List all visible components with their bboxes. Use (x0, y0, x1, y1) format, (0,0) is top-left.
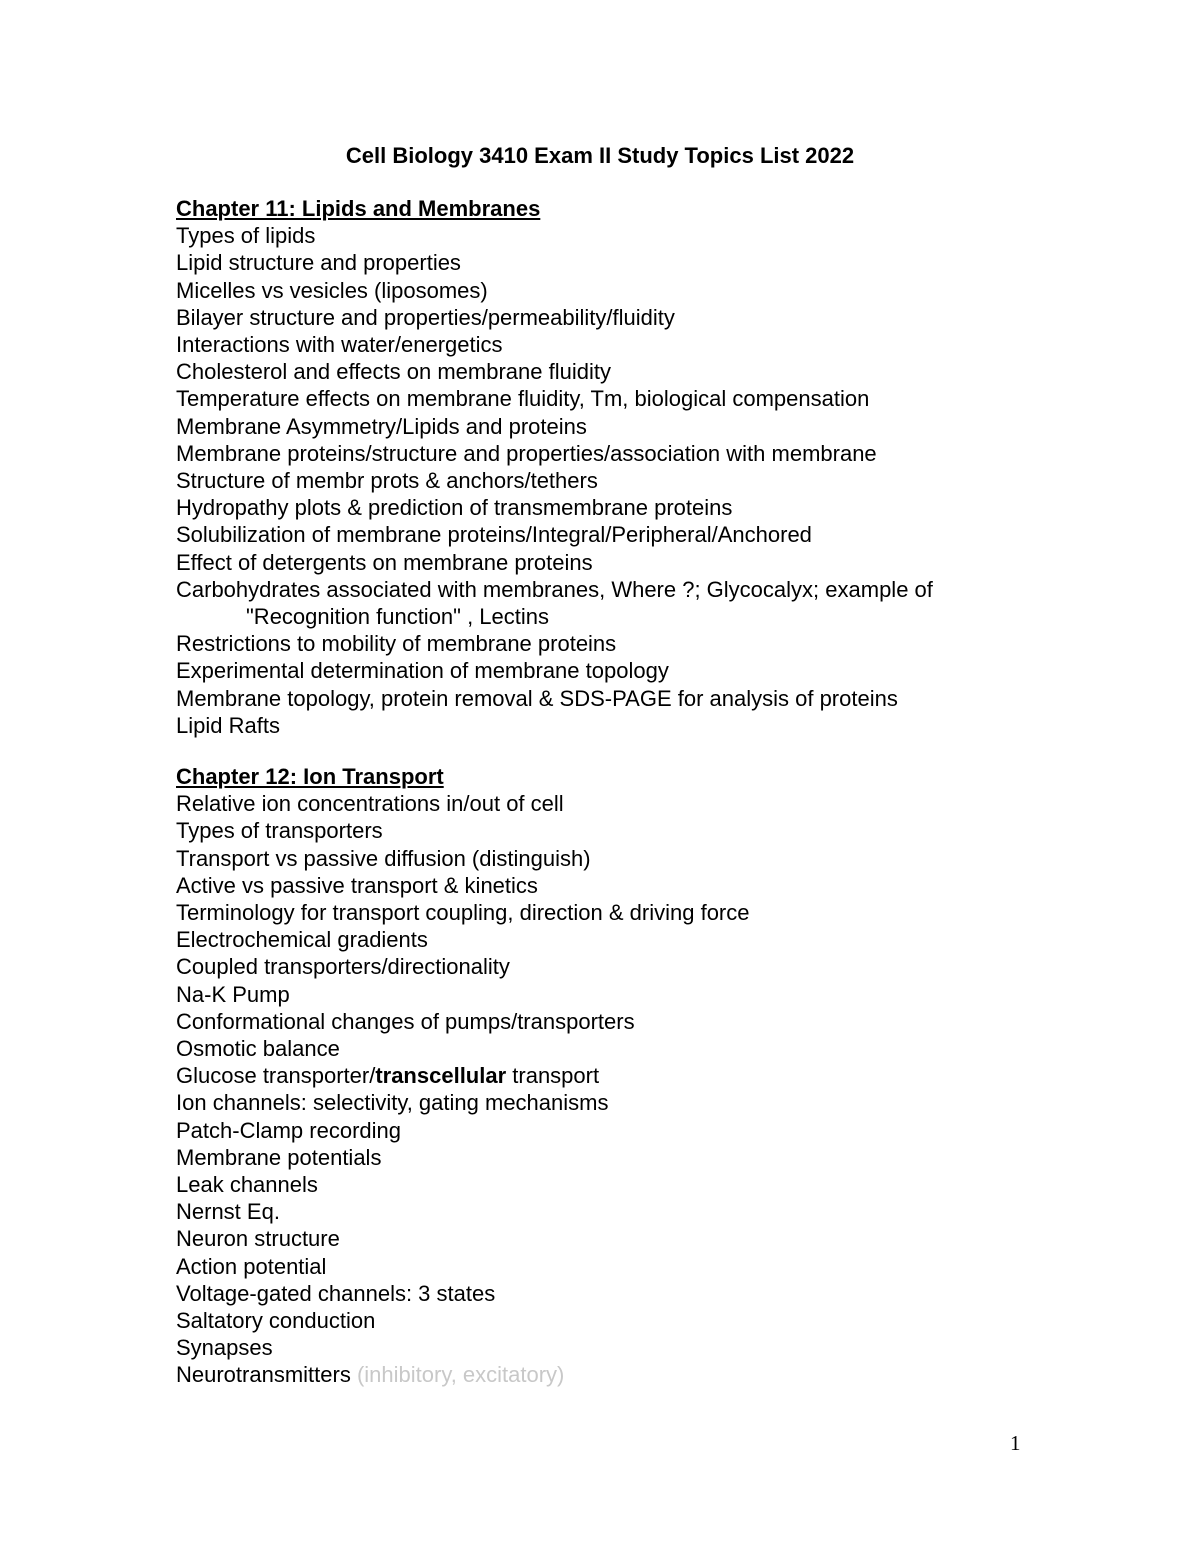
topic-item: Membrane proteins/structure and properties/association with membrane (176, 440, 877, 466)
topic-item: Effect of detergents on membrane proteins (176, 549, 593, 575)
topic-item: Leak channels (176, 1172, 318, 1198)
topic-item-glucose-transporter (176, 1062, 1076, 1089)
chapter-11-section (176, 195, 1076, 739)
topic-item: Experimental determination of membrane topology (176, 658, 669, 684)
topic-item: Lipid structure and properties (176, 250, 461, 276)
topic-item-neurotransmitters (176, 1361, 1076, 1388)
topic-item: Voltage-gated channels: 3 states (176, 1280, 496, 1306)
topic-faded-note: (inhibitory, excitatory) (356, 1362, 565, 1388)
topic-item: Active vs passive transport & kinetics (176, 872, 538, 898)
topic-item: Cholesterol and effects on membrane fluidity (176, 359, 611, 385)
topic-item: Osmotic balance (176, 1036, 340, 1062)
chapter-12-topic-list (176, 790, 1076, 1388)
topic-item: Neuron structure (176, 1226, 340, 1252)
chapter-11-topic-list (176, 222, 1076, 739)
topic-item: Restrictions to mobility of membrane proteins (176, 631, 617, 657)
topic-item: Solubilization of membrane proteins/Integral/Peripheral/Anchored (176, 522, 812, 548)
topic-item: Patch-Clamp recording (176, 1117, 401, 1143)
topic-item: Synapses (176, 1335, 273, 1361)
page-number: 1 (1010, 1431, 1021, 1455)
topic-item: Conformational changes of pumps/transporters (176, 1008, 635, 1034)
topic-emphasis: transcellular (375, 1063, 507, 1089)
topic-item: Membrane topology, protein removal & SDS-PAGE for analysis of proteins (176, 685, 898, 711)
topic-item: Structure of membr prots & anchors/tethers (176, 468, 598, 494)
topic-text: transport (506, 1063, 600, 1089)
topic-item: Lipid Rafts (176, 712, 280, 738)
topic-item: Types of transporters (176, 818, 383, 844)
topic-item: Electrochemical gradients (176, 927, 428, 953)
topic-text: Neurotransmitters (176, 1362, 357, 1388)
topic-text: Glucose transporter/ (176, 1063, 376, 1089)
topic-item: Relative ion concentrations in/out of cell (176, 791, 564, 817)
topic-item: Nernst Eq. (176, 1199, 280, 1225)
topic-text: Carbohydrates associated with membranes, Where ?; Glycocalyx; example of (176, 576, 933, 602)
chapter-11-heading: Chapter 11: Lipids and Membranes (176, 196, 541, 221)
document-title: Cell Biology 3410 Exam II Study Topics List 2022 (345, 143, 855, 168)
topic-item-carbohydrates (176, 576, 1076, 630)
topic-item: Saltatory conduction (176, 1308, 376, 1334)
topic-item: Temperature effects on membrane fluidity, Tm, biological compensation (176, 386, 870, 412)
chapter-12-heading: Chapter 12: Ion Transport (176, 764, 444, 789)
topic-item: Action potential (176, 1253, 327, 1279)
topic-item: Na-K Pump (176, 981, 290, 1007)
chapter-12-section (176, 763, 1076, 1389)
topic-item: Hydropathy plots & prediction of transmembrane proteins (176, 495, 733, 521)
topic-item: Terminology for transport coupling, direction & driving force (176, 900, 750, 926)
topic-item: Types of lipids (176, 223, 316, 249)
topic-item: Membrane potentials (176, 1144, 382, 1170)
topic-item: Interactions with water/energetics (176, 332, 503, 358)
topic-item: Bilayer structure and properties/permeability/fluidity (176, 304, 675, 330)
topic-item: Ion channels: selectivity, gating mechanisms (176, 1090, 609, 1116)
topic-continuation: "Recognition function" , Lectins (246, 604, 550, 630)
topic-item: Membrane Asymmetry/Lipids and proteins (176, 413, 587, 439)
topic-item: Coupled transporters/directionality (176, 954, 510, 980)
topic-item: Transport vs passive diffusion (distinguish) (176, 845, 591, 871)
topic-item: Micelles vs vesicles (liposomes) (176, 277, 488, 303)
